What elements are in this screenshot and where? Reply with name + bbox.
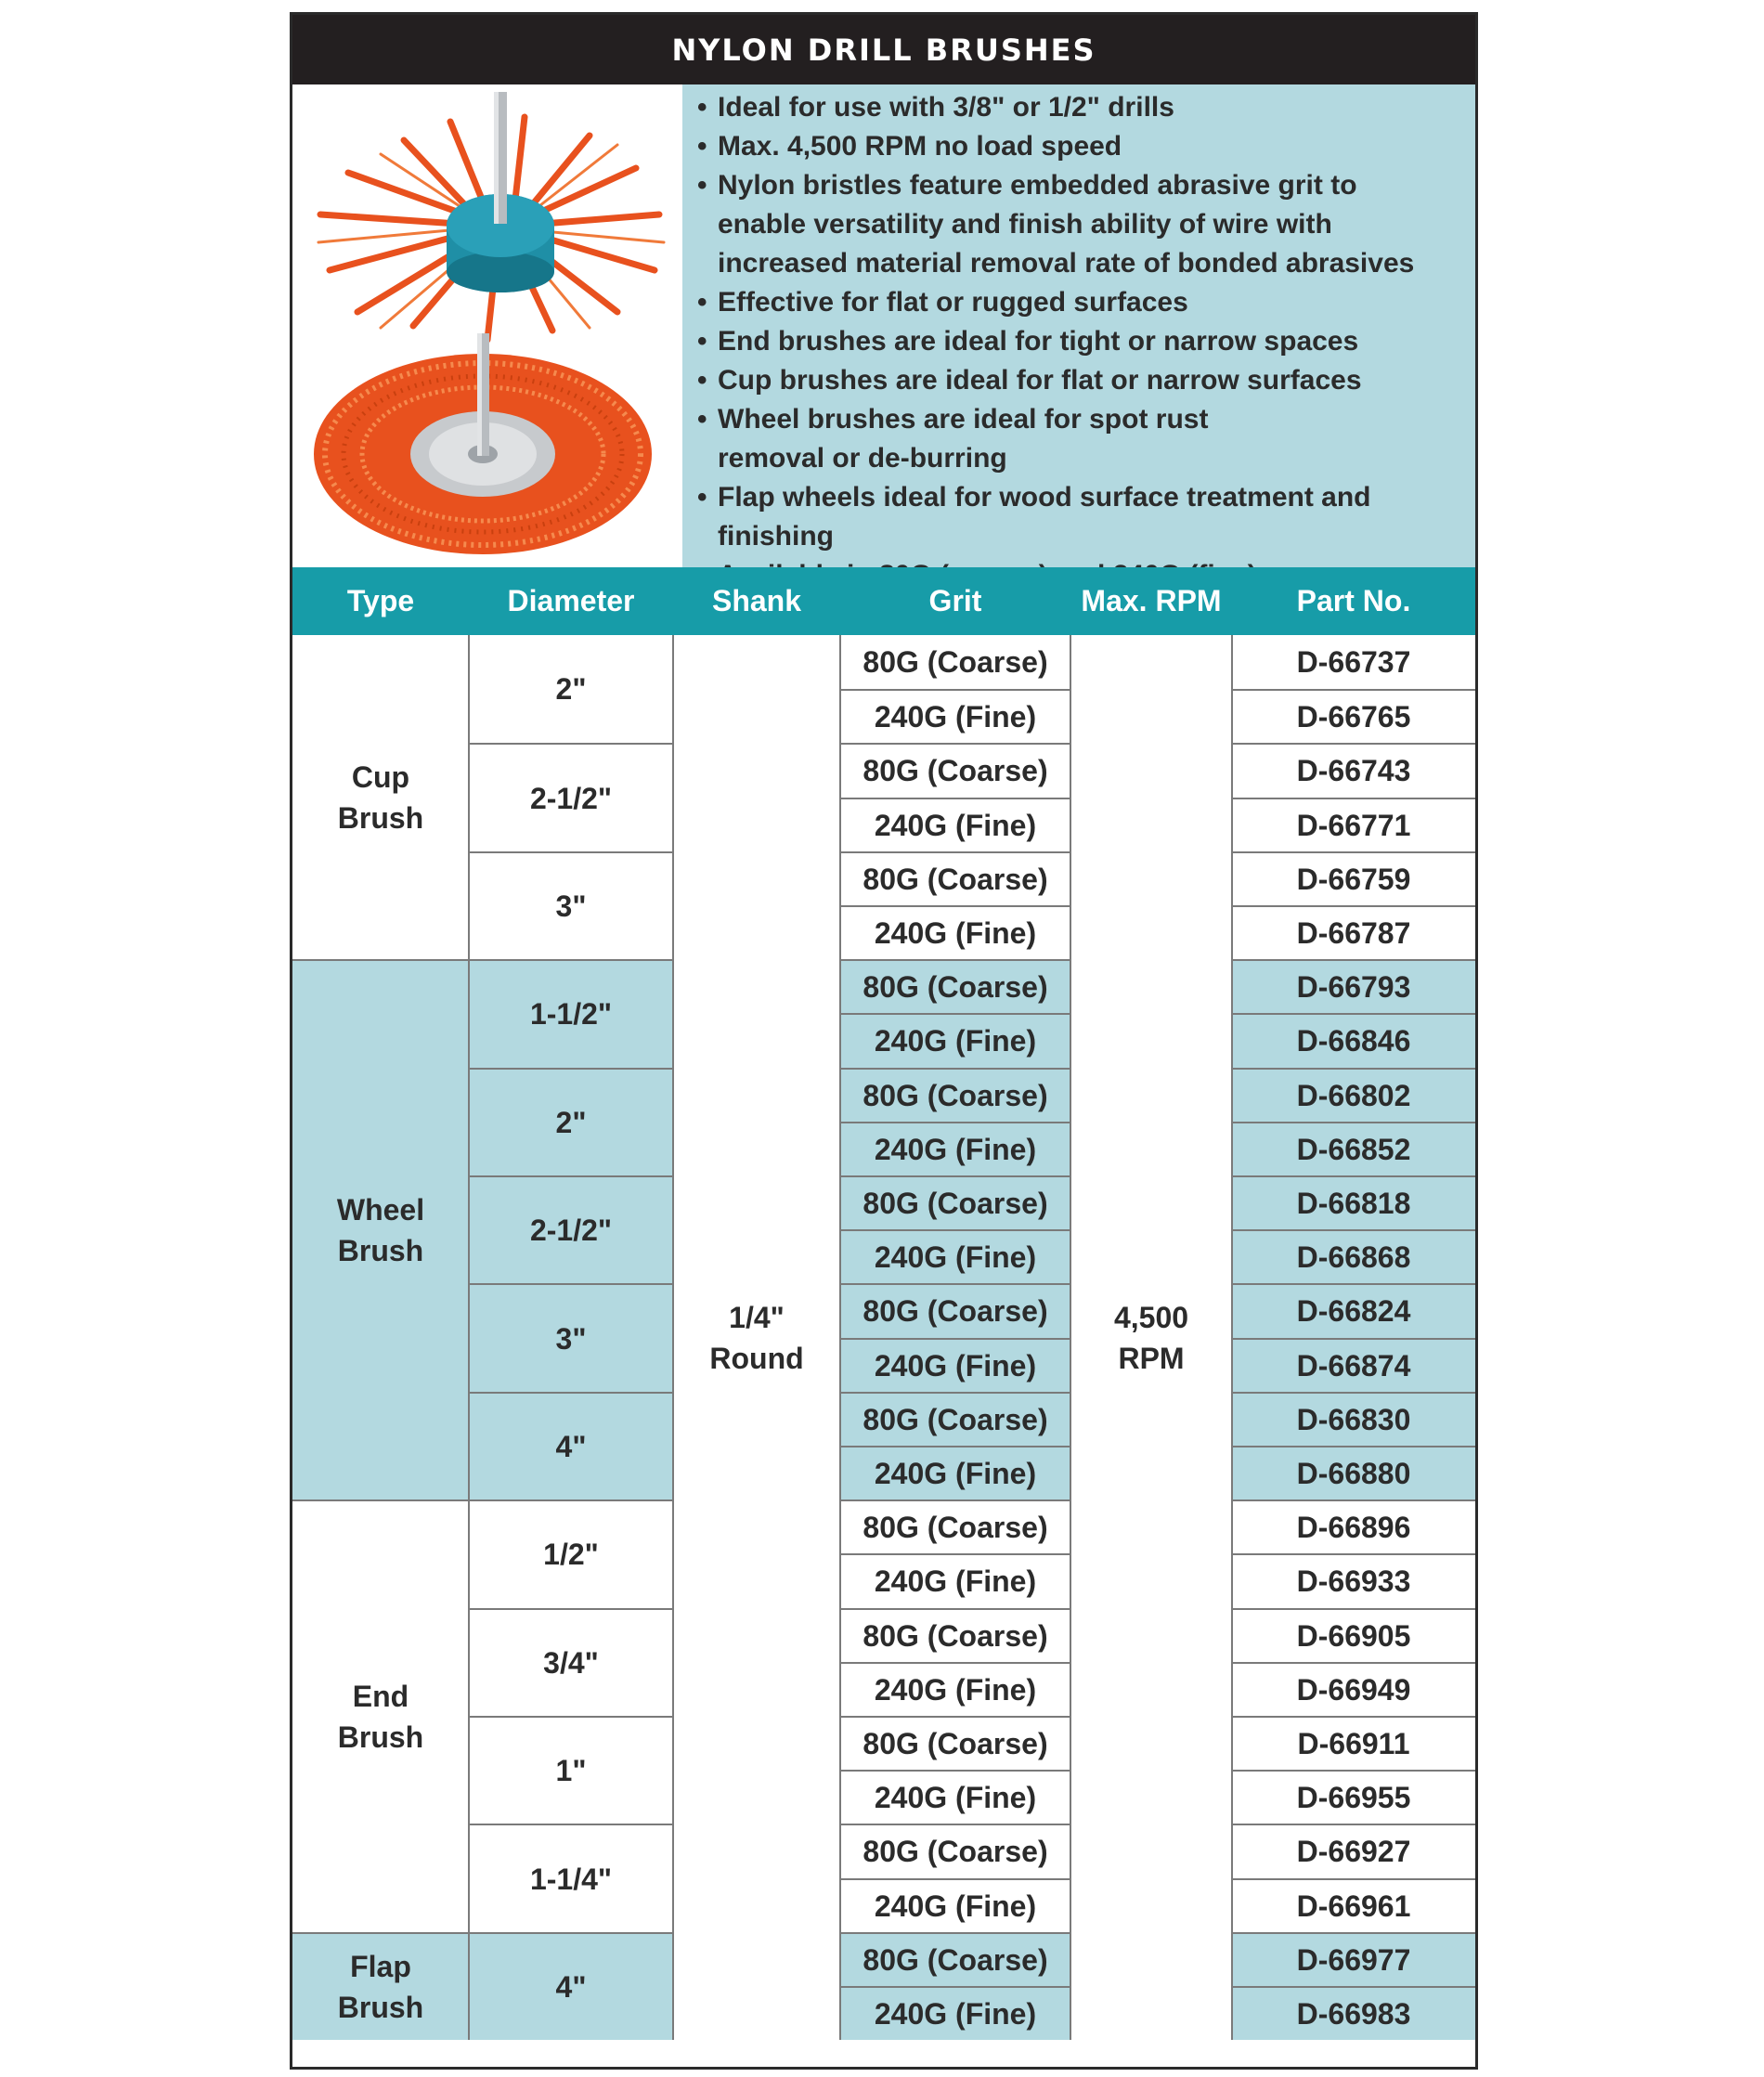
- grit-cell: 240G (Fine): [840, 1770, 1070, 1824]
- grit-cell: 80G (Coarse): [840, 743, 1070, 797]
- column-header: Grit: [840, 567, 1070, 635]
- part-number-cell: D-66743: [1232, 743, 1475, 797]
- part-number-cell: D-66818: [1232, 1175, 1475, 1229]
- diameter-cell: 1/2": [469, 1499, 673, 1607]
- grit-cell: 80G (Coarse): [840, 1499, 1070, 1553]
- grit-cell: 240G (Fine): [840, 1553, 1070, 1607]
- part-number-cell: D-66933: [1232, 1553, 1475, 1607]
- grit-cell: 80G (Coarse): [840, 1932, 1070, 1986]
- diameter-cell: 4": [469, 1932, 673, 2040]
- feature-item: • Ideal for use with 3/8" or 1/2" drills: [694, 88, 1464, 127]
- feature-item: • Max. 4,500 RPM no load speed: [694, 127, 1464, 166]
- part-number-cell: D-66961: [1232, 1878, 1475, 1932]
- part-number-cell: D-66765: [1232, 689, 1475, 743]
- diameter-cell: 2": [469, 1068, 673, 1175]
- part-number-cell: D-66896: [1232, 1499, 1475, 1553]
- column-header: Type: [292, 567, 469, 635]
- type-cell: Flap Brush: [292, 1932, 469, 2040]
- grit-cell: 80G (Coarse): [840, 959, 1070, 1013]
- column-header: Part No.: [1232, 567, 1475, 635]
- column-header: Max. RPM: [1070, 567, 1232, 635]
- part-number-cell: D-66802: [1232, 1068, 1475, 1122]
- diameter-cell: 3": [469, 1283, 673, 1391]
- feature-item: • Nylon bristles feature embedded abrasive grit to enable versatility and finish ability of wire with increased material removal rate of bonded abrasives: [694, 166, 1423, 283]
- part-number-cell: D-66868: [1232, 1229, 1475, 1283]
- intro-section: [292, 84, 1475, 567]
- type-cell: Cup Brush: [337, 759, 424, 835]
- part-number-cell: D-66927: [1232, 1824, 1475, 1877]
- grit-cell: 240G (Fine): [840, 1338, 1070, 1392]
- grit-cell: 80G (Coarse): [863, 645, 1048, 680]
- type-cell: Wheel Brush: [292, 959, 469, 1499]
- diameter-cell: 2-1/2": [469, 1175, 673, 1283]
- part-number-cell: D-66880: [1232, 1446, 1475, 1499]
- grit-cell: 240G (Fine): [840, 1013, 1070, 1067]
- diameter-cell: 3/4": [469, 1608, 673, 1716]
- part-number-cell: D-66737: [1296, 645, 1411, 680]
- grit-cell: 240G (Fine): [840, 1446, 1070, 1499]
- part-number-cell: D-66852: [1232, 1122, 1475, 1175]
- part-number-cell: D-66824: [1232, 1283, 1475, 1337]
- feature-item: • End brushes are ideal for tight or narrow spaces: [694, 322, 1464, 361]
- grit-cell: 80G (Coarse): [840, 1392, 1070, 1446]
- part-number-cell: D-66949: [1232, 1662, 1475, 1716]
- grit-cell: 240G (Fine): [840, 1662, 1070, 1716]
- column-header: Shank: [673, 567, 840, 635]
- feature-list-panel: [682, 84, 1475, 567]
- grit-cell: 80G (Coarse): [840, 851, 1070, 905]
- feature-item: • Cup brushes are ideal for flat or narrow surfaces: [694, 361, 1464, 400]
- part-number-cell: D-66787: [1232, 905, 1475, 959]
- part-number-cell: D-66955: [1232, 1770, 1475, 1824]
- grit-cell: 240G (Fine): [840, 1122, 1070, 1175]
- column-divider: [468, 635, 470, 2040]
- feature-item: • Flap wheels ideal for wood surface treatment and finishing: [694, 478, 1464, 556]
- feature-item: • Effective for flat or rugged surfaces: [694, 283, 1464, 322]
- part-number-cell: D-66874: [1232, 1338, 1475, 1392]
- diameter-cell: 1": [469, 1716, 673, 1824]
- diameter-cell: 2": [555, 672, 587, 707]
- diameter-cell: 1-1/2": [469, 959, 673, 1067]
- grit-cell: 240G (Fine): [840, 1986, 1070, 2040]
- grit-cell: 240G (Fine): [840, 1878, 1070, 1932]
- diameter-cell: 3": [469, 851, 673, 959]
- part-number-cell: D-66771: [1232, 798, 1475, 851]
- part-number-cell: D-66846: [1232, 1013, 1475, 1067]
- type-cell: End Brush: [292, 1499, 469, 1932]
- grit-cell: 240G (Fine): [840, 1229, 1070, 1283]
- column-header: Diameter: [469, 567, 673, 635]
- title-bar: [292, 15, 1475, 84]
- feature-item: • Wheel brushes are ideal for spot rust removal or de-burring: [694, 400, 1293, 478]
- feature-list: [694, 88, 1464, 595]
- grit-cell: 80G (Coarse): [840, 1283, 1070, 1337]
- cup-brush-image: [318, 92, 664, 340]
- column-divider: [839, 635, 841, 2040]
- wheel-brush-image: [314, 333, 652, 554]
- max-rpm-cell: 4,500 RPM: [1113, 1300, 1189, 1375]
- grit-cell: 80G (Coarse): [840, 1716, 1070, 1770]
- part-number-cell: D-66983: [1232, 1986, 1475, 2040]
- shank-cell: 1/4" Round: [709, 1300, 804, 1375]
- diameter-cell: 2-1/2": [469, 743, 673, 850]
- page-title: NYLON DRILL BRUSHES: [671, 32, 1096, 68]
- product-photos-graphic: [292, 84, 682, 567]
- diameter-cell: 1-1/4": [469, 1824, 673, 1931]
- part-number-cell: D-66830: [1232, 1392, 1475, 1446]
- part-number-cell: D-66905: [1232, 1608, 1475, 1662]
- column-divider: [1231, 635, 1233, 2040]
- product-sheet: [290, 12, 1478, 2070]
- part-number-cell: D-66977: [1232, 1932, 1475, 1986]
- grit-cell: 240G (Fine): [840, 689, 1070, 743]
- grit-cell: 80G (Coarse): [840, 1175, 1070, 1229]
- grit-cell: 240G (Fine): [840, 798, 1070, 851]
- grit-cell: 80G (Coarse): [840, 1824, 1070, 1877]
- part-number-cell: D-66911: [1232, 1716, 1475, 1770]
- diameter-cell: 4": [469, 1392, 673, 1499]
- product-photos: [292, 84, 682, 567]
- part-number-cell: D-66793: [1232, 959, 1475, 1013]
- column-divider: [672, 635, 674, 2040]
- part-number-cell: D-66759: [1232, 851, 1475, 905]
- grit-cell: 80G (Coarse): [840, 1068, 1070, 1122]
- grit-cell: 80G (Coarse): [840, 1608, 1070, 1662]
- grit-cell: 240G (Fine): [840, 905, 1070, 959]
- column-divider: [1070, 635, 1071, 2040]
